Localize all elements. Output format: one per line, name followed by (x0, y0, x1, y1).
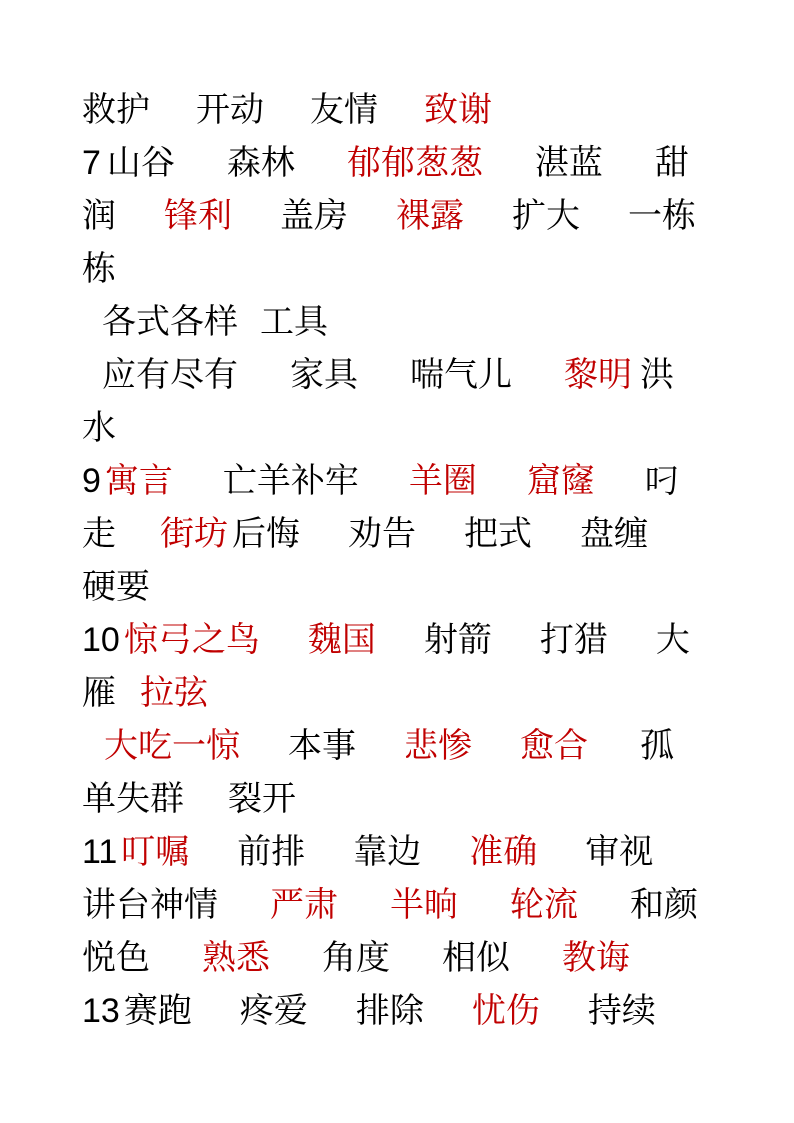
word: 工具 (260, 302, 328, 342)
key-word: 裸露 (396, 196, 464, 236)
key-word: 愈合 (520, 726, 588, 766)
text-line (82, 136, 742, 190)
key-word: 窟窿 (526, 461, 595, 501)
word: 大 (655, 620, 690, 660)
key-word: 魏国 (307, 620, 376, 660)
key-word: 惊弓之鸟 (123, 620, 260, 660)
key-word: 熟悉 (202, 938, 270, 978)
word: 悦色 (82, 938, 150, 978)
word: 前排 (237, 832, 306, 872)
text-line (82, 984, 742, 1038)
key-word: 拉弦 (140, 673, 208, 713)
text-line (82, 242, 742, 296)
word: 各式各样 (102, 302, 238, 342)
key-word: 黎明 (564, 355, 632, 395)
word: 润 (82, 196, 116, 236)
key-word: 悲惨 (404, 726, 472, 766)
word: 孤 (640, 726, 674, 766)
key-word: 严肃 (270, 885, 338, 925)
word: 劝告 (348, 514, 416, 554)
word: 排除 (355, 991, 424, 1031)
text-line (102, 295, 762, 349)
word: 硬要 (82, 567, 150, 607)
key-word: 轮流 (510, 885, 578, 925)
key-word: 准确 (469, 832, 538, 872)
word: 栋 (82, 249, 116, 289)
key-word: 街坊 (160, 514, 228, 554)
word: 相似 (442, 938, 510, 978)
text-line (82, 772, 742, 826)
word: 雁 (82, 673, 116, 713)
text-line (82, 666, 742, 720)
word: 打猎 (539, 620, 608, 660)
word: 走 (82, 514, 116, 554)
word: 把式 (464, 514, 532, 554)
lesson-number: 7 (82, 144, 101, 182)
word: 山谷 (106, 143, 175, 183)
word: 后悔 (232, 514, 300, 554)
word: 一栋 (628, 196, 696, 236)
word: 角度 (322, 938, 390, 978)
text-line (82, 613, 742, 667)
key-word: 教诲 (562, 938, 630, 978)
word: 讲台神情 (82, 885, 218, 925)
text-line (82, 401, 742, 455)
word: 射箭 (423, 620, 492, 660)
text-line (82, 825, 742, 879)
lesson-number: 11 (82, 833, 118, 871)
word: 本事 (288, 726, 356, 766)
word: 靠边 (353, 832, 422, 872)
word: 叼 (644, 461, 679, 501)
key-word: 半晌 (390, 885, 458, 925)
key-word: 寓言 (104, 461, 173, 501)
word: 湛蓝 (534, 143, 603, 183)
word: 救护 (82, 90, 150, 130)
lesson-number: 10 (82, 621, 120, 659)
word: 甜 (654, 143, 689, 183)
word: 洪 (640, 355, 674, 395)
key-word: 郁郁葱葱 (346, 143, 483, 183)
word: 森林 (226, 143, 295, 183)
word: 扩大 (512, 196, 580, 236)
text-line (82, 454, 742, 508)
word: 喘气儿 (410, 355, 512, 395)
word: 审视 (585, 832, 654, 872)
word: 单失群 (82, 779, 184, 819)
text-line (82, 189, 742, 243)
word: 盖房 (280, 196, 348, 236)
word: 亡羊补牢 (222, 461, 359, 501)
word: 友情 (310, 90, 378, 130)
word: 疼爱 (239, 991, 308, 1031)
word: 裂开 (228, 779, 296, 819)
text-line (82, 931, 742, 985)
key-word: 大吃一惊 (104, 726, 240, 766)
text-line (82, 878, 742, 932)
key-word: 致谢 (424, 90, 492, 130)
word: 开动 (196, 90, 264, 130)
word: 盘缠 (580, 514, 648, 554)
lesson-number: 9 (82, 462, 101, 500)
text-line (82, 507, 742, 561)
text-line (104, 719, 764, 773)
text-line (82, 83, 742, 137)
key-word: 羊圈 (408, 461, 477, 501)
word: 应有尽有 (102, 355, 238, 395)
text-line (82, 560, 742, 614)
word: 持续 (587, 991, 656, 1031)
text-line (102, 348, 762, 402)
word: 赛跑 (123, 991, 192, 1031)
word: 家具 (290, 355, 358, 395)
word: 水 (82, 408, 116, 448)
word: 和颜 (630, 885, 698, 925)
key-word: 锋利 (164, 196, 232, 236)
key-word: 忧伤 (471, 991, 540, 1031)
lesson-number: 13 (82, 992, 120, 1030)
key-word: 叮嘱 (121, 832, 190, 872)
